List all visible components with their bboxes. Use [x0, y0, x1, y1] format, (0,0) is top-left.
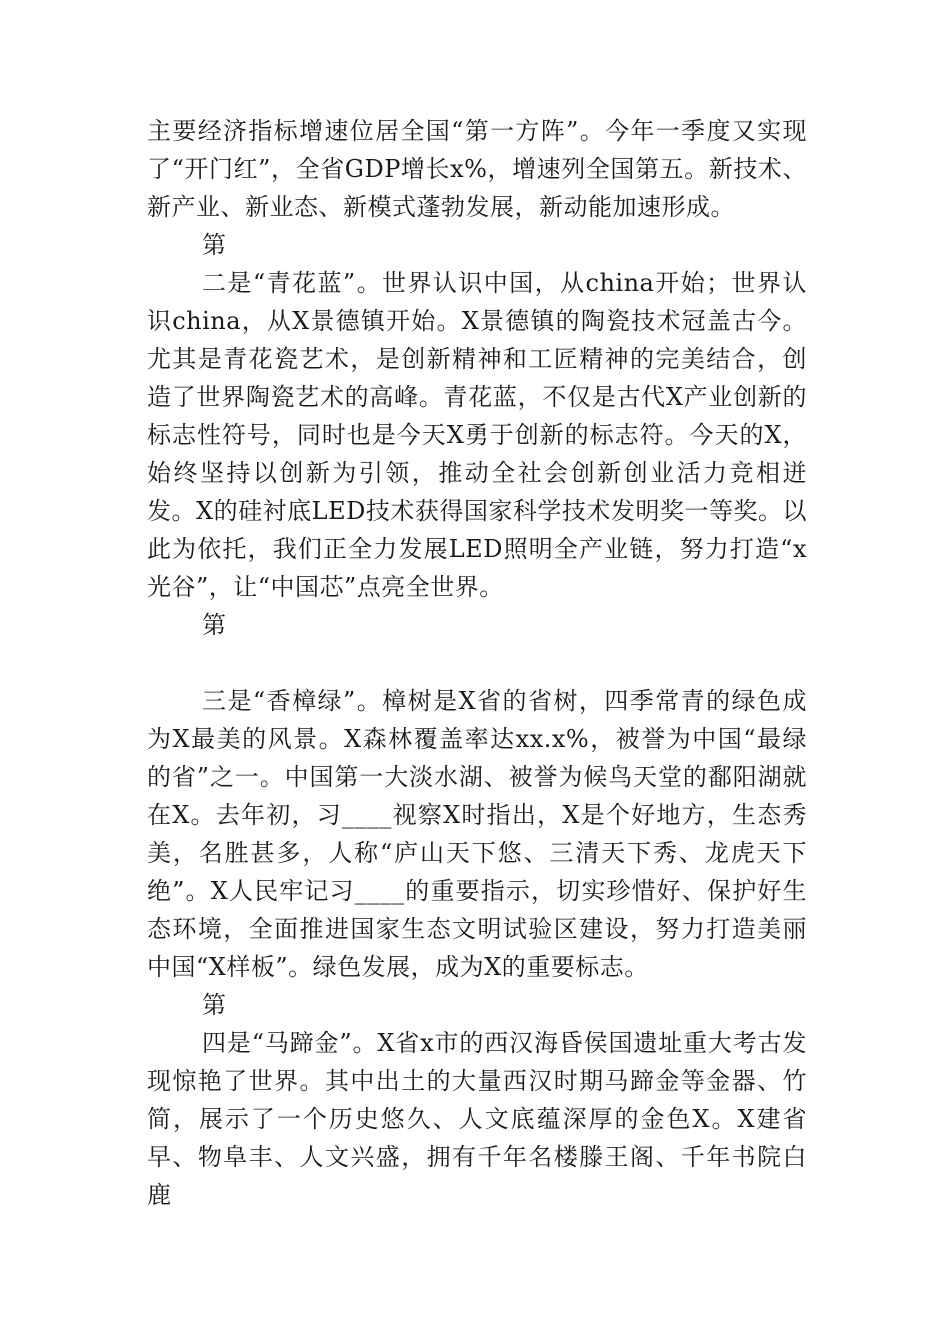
section-marker: 第 [202, 611, 227, 639]
paragraph-horseshoe-gold: 四是“马蹄金”。X省x市的西汉海昏侯国遗址重大考古发现惊艳了世界。其中出土的大量西汉时期马蹄金等金器、竹简，展示了一个历史悠久、人文底蕴深厚的金色X。X建省早、物阜丰、人文兴盛，拥有千年名楼滕王阁、千年书院白鹿 [147, 1029, 807, 1209]
paragraph-blue-porcelain: 二是“青花蓝”。世界认识中国，从china开始；世界认识china，从X景德镇开始。X景德镇的陶瓷技术冠盖古今。尤其是青花瓷艺术，是创新精神和工匠精神的完美结合，创造了世界陶瓷艺术的高峰。青花蓝，不仅是古代X产业创新的标志性符号，同时也是今天X勇于创新的标志符。今天的X，始终坚持以创新为引领，推动全社会创新创业活力竞相迸发。X的硅衬底LED技术获得国家科学技术发明奖一等奖。以此为依托，我们正全力发展LED照明全产业链，努力打造“x光谷”，让“中国芯”点亮全世界。 [147, 269, 807, 601]
section-marker: 第 [202, 991, 227, 1019]
document-body [147, 112, 807, 1214]
blank-line [147, 644, 807, 682]
paragraph-camphor-green: 三是“香樟绿”。樟树是X省的省树，四季常青的绿色成为X最美的风景。X森林覆盖率达xx.x%，被誉为中国“最绿的省”之一。中国第一大淡水湖、被誉为候鸟天堂的鄱阳湖就在X。去年初，习____视察X时指出，X是个好地方，生态秀美，名胜甚多，人称“庐山天下悠、三清天下秀、龙虎天下绝”。X人民牢记习____的重要指示，切实珍惜好、保护好生态环境，全面推进国家生态文明试验区建设，努力打造美丽中国“X样板”。绿色发展，成为X的重要标志。 [147, 687, 807, 981]
paragraph-economy: 主要经济指标增速位居全国“第一方阵”。今年一季度又实现了“开门红”，全省GDP增长x%，增速列全国第五。新技术、新产业、新业态、新模式蓬勃发展，新动能加速形成。 [147, 117, 807, 221]
section-marker: 第 [202, 231, 227, 259]
